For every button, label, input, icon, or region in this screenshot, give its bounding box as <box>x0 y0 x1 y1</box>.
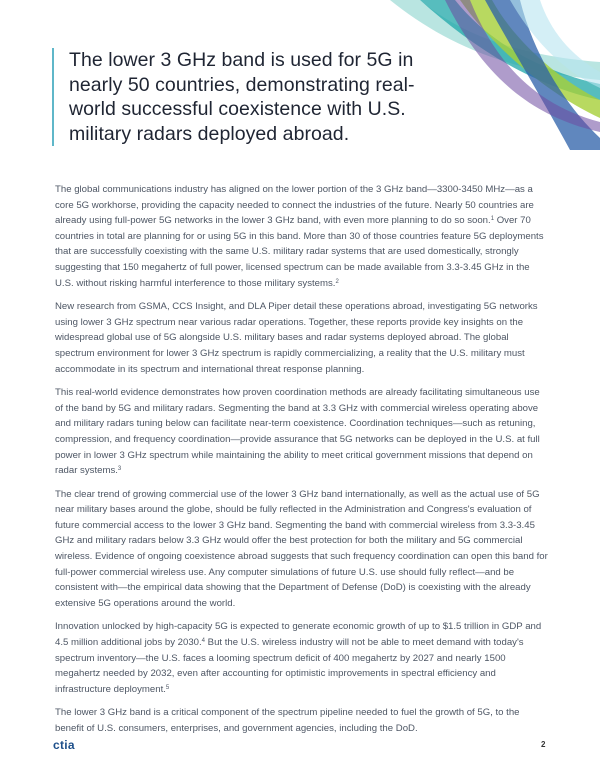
paragraph-text: The lower 3 GHz band is a critical component of the spectrum pipeline needed to fuel the growth of 5G, to the benefit of U.S. consumers, enterprises, and government agencies, including the DoD. <box>55 707 520 734</box>
ctia-logo <box>53 738 75 752</box>
logo-text: ctia <box>53 738 75 752</box>
paragraph-2 <box>55 299 550 377</box>
paragraph-6 <box>55 705 550 736</box>
paragraph-text: Innovation unlocked by high-capacity 5G is expected to generate economic growth of up to $1.5 trillion in GDP and 4.5 million additional jobs by 2030. <box>55 621 542 649</box>
paragraph-text: New research from GSMA, CCS Insight, and DLA Piper detail these operations abroad, investigating 5G networks using lower 3 GHz spectrum near various radar operations. Together, these reports provide key insights on the widespread global use of 5G alongside U.S. military bases and radar systems deployed abroad. The global spectrum environment for lower 3 GHz spectrum is rapidly commercializing, a reality that the U.S. military must accommodate in its spectrum and international threat response planning. <box>55 301 538 375</box>
headline-block <box>52 48 429 146</box>
page-number: 2 <box>541 740 546 749</box>
page-headline: The lower 3 GHz band is used for 5G in nearly 50 countries, demonstrating real-world successful coexistence with U.S. military radars deployed abroad. <box>69 49 415 145</box>
body-text <box>55 182 550 745</box>
footnote-marker: 1 <box>490 216 495 223</box>
paragraph-text: This real-world evidence demonstrates how proven coordination methods are already facilitating simultaneous use of the band by 5G and military radars. Segmenting the band at 3.3 GHz with commercial wireless operating above and military radars tuning below can facilitate near-term coexistence. Coordination techniques—such as retuning, compression, and frequency coordination—provide assurance that 5G networks can be deployed in the U.S. at full power in lower 3 GHz spectrum while maintaining the ability to meet critical government missions that depend on radar systems. <box>55 387 540 477</box>
paragraph-text: The global communications industry has aligned on the lower portion of the 3 GHz band—3300-3450 MHz—as a core 5G workhorse, providing the capacity needed to connect the industries of the future. Nearly 50 countries are already using full-power 5G networks in the lower 3 GHz band, with even more planning to do so soon. <box>55 184 534 227</box>
paragraph-1 <box>55 182 550 291</box>
paragraph-4 <box>55 487 550 612</box>
paragraph-text: The clear trend of growing commercial use of the lower 3 GHz band internationally, as well as the actual use of 5G near military bases around the globe, should be fully reflected in the Administration and Congress's evaluation of future commercial access to the lower 3 GHz band. Segmenting the band with commercial wireless from 3.3-3.45 GHz and military radars below 3.3 GHz would offer the best protection for both the military and 5G commercial wireless. Evidence of ongoing coexistence abroad suggests that such frequency coordination can open this band for full-power commercial wireless use. Any computer simulations of future U.S. use should fully reflect—and be consistent with—the empirical data showing that the Department of Defense (DoD) is coexisting with the already extensive 5G operations around the world. <box>55 488 548 609</box>
paragraph-text: But the U.S. wireless industry will not be able to meet demand with today's spectrum inventory—the U.S. faces a looming spectrum deficit of 400 megahertz by 2027 and nearly 1500 megahertz needed by 2032, even after accounting for optimistic improvements in spectral efficiency and infrastructure deployment. <box>55 637 524 695</box>
footnote-marker: 4 <box>201 638 206 645</box>
paragraph-3 <box>55 385 550 479</box>
footnote-marker: 5 <box>165 684 170 691</box>
paragraph-text: Over 70 countries in total are planning for or using 5G in this band. More than 30 of those countries feature 5G deployments that are successfully coexisting with the same U.S. military radar systems that are used domestically, strongly suggesting that 150 megahertz of full power, licensed spectrum can be made available from 3.3-3.45 GHz in the U.S. without risking harmful interference to those military systems. <box>55 215 544 289</box>
paragraph-5 <box>55 619 550 697</box>
footnote-marker: 2 <box>335 278 339 285</box>
footnote-marker: 3 <box>117 466 122 473</box>
